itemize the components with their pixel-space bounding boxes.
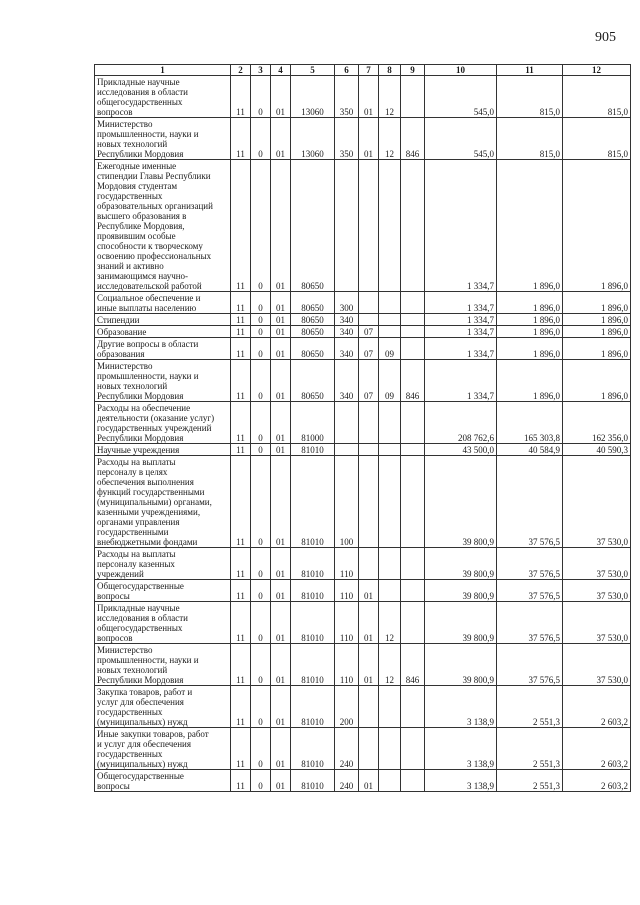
column-header-8: 8 — [379, 65, 401, 76]
table-row — [95, 770, 631, 792]
cell-c11: 1 896,0 — [497, 160, 563, 292]
cell-c3: 0 — [251, 338, 271, 360]
page-number: 905 — [595, 30, 616, 45]
cell-c6: 110 — [335, 602, 359, 644]
cell-c7 — [359, 402, 379, 444]
cell-c5: 13060 — [291, 118, 335, 160]
cell-c10: 3 138,9 — [425, 686, 497, 728]
column-header-3: 3 — [251, 65, 271, 76]
cell-c8 — [379, 580, 401, 602]
cell-c5: 13060 — [291, 76, 335, 118]
cell-c7 — [359, 444, 379, 456]
cell-c12: 162 356,0 — [563, 402, 631, 444]
cell-c11: 815,0 — [497, 76, 563, 118]
cell-c7 — [359, 456, 379, 548]
cell-c8 — [379, 402, 401, 444]
cell-c12: 37 530,0 — [563, 602, 631, 644]
cell-c6: 110 — [335, 644, 359, 686]
cell-c7: 01 — [359, 644, 379, 686]
cell-c6: 110 — [335, 580, 359, 602]
cell-c7: 07 — [359, 326, 379, 338]
cell-c10: 1 334,7 — [425, 314, 497, 326]
column-header-6: 6 — [335, 65, 359, 76]
cell-c5: 80650 — [291, 338, 335, 360]
cell-c4: 01 — [271, 314, 291, 326]
cell-c5: 80650 — [291, 314, 335, 326]
cell-c10: 39 800,9 — [425, 644, 497, 686]
cell-c12: 1 896,0 — [563, 360, 631, 402]
cell-c9 — [401, 548, 425, 580]
column-header-row — [95, 65, 631, 76]
table-row — [95, 548, 631, 580]
row-name-cell: Расходы на выплаты персоналу в целях обеспечения выполнения функций государственными (муниципальными) органами, казенными учреждениями, органами управления государственными внебюджетными фондами — [95, 456, 231, 548]
row-name-cell: Другие вопросы в области образования — [95, 338, 231, 360]
cell-c2: 11 — [231, 292, 251, 314]
cell-c9 — [401, 338, 425, 360]
row-name-cell: Ежегодные именные стипендии Главы Республики Мордовия студентам государственных образовательных организаций высшего образования в Республике Мордовия, проявившим особые способности к творческому освоению профессиональных знаний и активно занимающимся научно- исследовательской работой — [95, 160, 231, 292]
cell-c3: 0 — [251, 360, 271, 402]
cell-c6: 340 — [335, 360, 359, 402]
cell-c11: 37 576,5 — [497, 548, 563, 580]
table-row — [95, 686, 631, 728]
cell-c7: 01 — [359, 76, 379, 118]
cell-c4: 01 — [271, 686, 291, 728]
cell-c4: 01 — [271, 770, 291, 792]
cell-c11: 37 576,5 — [497, 602, 563, 644]
cell-c2: 11 — [231, 444, 251, 456]
cell-c5: 80650 — [291, 160, 335, 292]
cell-c3: 0 — [251, 292, 271, 314]
cell-c7 — [359, 686, 379, 728]
cell-c7: 01 — [359, 770, 379, 792]
row-name-cell: Образование — [95, 326, 231, 338]
row-name-cell: Социальное обеспечение и иные выплаты населению — [95, 292, 231, 314]
cell-c10: 3 138,9 — [425, 770, 497, 792]
cell-c11: 40 584,9 — [497, 444, 563, 456]
cell-c4: 01 — [271, 160, 291, 292]
cell-c3: 0 — [251, 456, 271, 548]
cell-c6: 350 — [335, 76, 359, 118]
cell-c5: 81010 — [291, 770, 335, 792]
cell-c11: 1 896,0 — [497, 338, 563, 360]
cell-c12: 37 530,0 — [563, 456, 631, 548]
table-row — [95, 118, 631, 160]
cell-c6: 340 — [335, 338, 359, 360]
cell-c8 — [379, 728, 401, 770]
cell-c5: 81010 — [291, 602, 335, 644]
cell-c4: 01 — [271, 292, 291, 314]
cell-c2: 11 — [231, 644, 251, 686]
cell-c7: 01 — [359, 602, 379, 644]
cell-c6: 110 — [335, 548, 359, 580]
table-row — [95, 580, 631, 602]
cell-c4: 01 — [271, 76, 291, 118]
row-name-cell: Министерство промышленности, науки и новых технологий Республики Мордовия — [95, 360, 231, 402]
cell-c12: 815,0 — [563, 118, 631, 160]
cell-c12: 1 896,0 — [563, 292, 631, 314]
table-row — [95, 602, 631, 644]
cell-c9 — [401, 456, 425, 548]
cell-c4: 01 — [271, 728, 291, 770]
cell-c8 — [379, 314, 401, 326]
cell-c12: 37 530,0 — [563, 644, 631, 686]
cell-c11: 2 551,3 — [497, 686, 563, 728]
cell-c4: 01 — [271, 326, 291, 338]
cell-c2: 11 — [231, 686, 251, 728]
cell-c11: 37 576,5 — [497, 580, 563, 602]
cell-c6: 340 — [335, 326, 359, 338]
cell-c2: 11 — [231, 360, 251, 402]
cell-c12: 2 603,2 — [563, 686, 631, 728]
cell-c2: 11 — [231, 602, 251, 644]
cell-c9 — [401, 76, 425, 118]
cell-c9 — [401, 314, 425, 326]
cell-c6: 100 — [335, 456, 359, 548]
cell-c9 — [401, 686, 425, 728]
cell-c7 — [359, 292, 379, 314]
table-row — [95, 444, 631, 456]
cell-c11: 37 576,5 — [497, 456, 563, 548]
cell-c3: 0 — [251, 402, 271, 444]
cell-c12: 1 896,0 — [563, 338, 631, 360]
cell-c2: 11 — [231, 314, 251, 326]
cell-c3: 0 — [251, 444, 271, 456]
cell-c6: 240 — [335, 770, 359, 792]
cell-c10: 1 334,7 — [425, 160, 497, 292]
cell-c2: 11 — [231, 456, 251, 548]
column-header-7: 7 — [359, 65, 379, 76]
cell-c6: 240 — [335, 728, 359, 770]
cell-c6 — [335, 444, 359, 456]
cell-c9 — [401, 728, 425, 770]
table-row — [95, 456, 631, 548]
cell-c2: 11 — [231, 338, 251, 360]
cell-c10: 43 500,0 — [425, 444, 497, 456]
cell-c10: 1 334,7 — [425, 326, 497, 338]
cell-c11: 1 896,0 — [497, 292, 563, 314]
table-body — [95, 76, 631, 792]
cell-c7 — [359, 548, 379, 580]
cell-c8: 09 — [379, 360, 401, 402]
cell-c9 — [401, 444, 425, 456]
cell-c9 — [401, 580, 425, 602]
cell-c3: 0 — [251, 76, 271, 118]
cell-c11: 37 576,5 — [497, 644, 563, 686]
cell-c8 — [379, 444, 401, 456]
cell-c7: 07 — [359, 338, 379, 360]
cell-c9 — [401, 292, 425, 314]
row-name-cell: Расходы на выплаты персоналу казенных учреждений — [95, 548, 231, 580]
cell-c11: 165 303,8 — [497, 402, 563, 444]
cell-c5: 80650 — [291, 360, 335, 402]
cell-c6: 300 — [335, 292, 359, 314]
cell-c2: 11 — [231, 770, 251, 792]
cell-c12: 815,0 — [563, 76, 631, 118]
row-name-cell: Прикладные научные исследования в области общегосударственных вопросов — [95, 76, 231, 118]
cell-c8: 12 — [379, 76, 401, 118]
row-name-cell: Общегосударственные вопросы — [95, 580, 231, 602]
cell-c7 — [359, 314, 379, 326]
cell-c3: 0 — [251, 644, 271, 686]
cell-c10: 1 334,7 — [425, 338, 497, 360]
cell-c8: 09 — [379, 338, 401, 360]
cell-c3: 0 — [251, 160, 271, 292]
cell-c2: 11 — [231, 548, 251, 580]
table-row — [95, 338, 631, 360]
cell-c2: 11 — [231, 160, 251, 292]
row-name-cell: Стипендии — [95, 314, 231, 326]
cell-c4: 01 — [271, 456, 291, 548]
cell-c9 — [401, 326, 425, 338]
column-header-12: 12 — [563, 65, 631, 76]
cell-c2: 11 — [231, 728, 251, 770]
budget-table — [94, 64, 631, 792]
cell-c12: 1 896,0 — [563, 314, 631, 326]
cell-c8 — [379, 770, 401, 792]
cell-c7 — [359, 728, 379, 770]
cell-c6: 340 — [335, 314, 359, 326]
cell-c10: 545,0 — [425, 118, 497, 160]
table-row — [95, 76, 631, 118]
cell-c3: 0 — [251, 602, 271, 644]
cell-c7 — [359, 160, 379, 292]
cell-c10: 39 800,9 — [425, 602, 497, 644]
row-name-cell: Прикладные научные исследования в области общегосударственных вопросов — [95, 602, 231, 644]
table-row — [95, 402, 631, 444]
cell-c6: 200 — [335, 686, 359, 728]
cell-c6: 350 — [335, 118, 359, 160]
cell-c9 — [401, 160, 425, 292]
cell-c2: 11 — [231, 402, 251, 444]
cell-c5: 80650 — [291, 326, 335, 338]
cell-c8 — [379, 456, 401, 548]
cell-c12: 40 590,3 — [563, 444, 631, 456]
cell-c4: 01 — [271, 444, 291, 456]
table-row — [95, 728, 631, 770]
cell-c4: 01 — [271, 644, 291, 686]
cell-c5: 80650 — [291, 292, 335, 314]
cell-c2: 11 — [231, 76, 251, 118]
cell-c7: 07 — [359, 360, 379, 402]
cell-c3: 0 — [251, 548, 271, 580]
cell-c11: 1 896,0 — [497, 360, 563, 402]
cell-c5: 81010 — [291, 644, 335, 686]
cell-c2: 11 — [231, 118, 251, 160]
row-name-cell: Научные учреждения — [95, 444, 231, 456]
cell-c11: 2 551,3 — [497, 728, 563, 770]
column-header-4: 4 — [271, 65, 291, 76]
cell-c10: 1 334,7 — [425, 360, 497, 402]
cell-c3: 0 — [251, 728, 271, 770]
column-header-2: 2 — [231, 65, 251, 76]
cell-c7: 01 — [359, 118, 379, 160]
cell-c12: 1 896,0 — [563, 160, 631, 292]
cell-c10: 1 334,7 — [425, 292, 497, 314]
cell-c3: 0 — [251, 770, 271, 792]
cell-c11: 815,0 — [497, 118, 563, 160]
table-row — [95, 314, 631, 326]
cell-c4: 01 — [271, 360, 291, 402]
cell-c7: 01 — [359, 580, 379, 602]
cell-c8: 12 — [379, 118, 401, 160]
cell-c5: 81000 — [291, 402, 335, 444]
cell-c10: 39 800,9 — [425, 580, 497, 602]
cell-c4: 01 — [271, 338, 291, 360]
cell-c10: 3 138,9 — [425, 728, 497, 770]
cell-c5: 81010 — [291, 686, 335, 728]
cell-c2: 11 — [231, 580, 251, 602]
cell-c3: 0 — [251, 580, 271, 602]
cell-c4: 01 — [271, 602, 291, 644]
cell-c12: 2 603,2 — [563, 728, 631, 770]
cell-c6 — [335, 160, 359, 292]
cell-c10: 545,0 — [425, 76, 497, 118]
table-row — [95, 644, 631, 686]
cell-c9: 846 — [401, 118, 425, 160]
column-header-5: 5 — [291, 65, 335, 76]
column-header-9: 9 — [401, 65, 425, 76]
cell-c9: 846 — [401, 360, 425, 402]
cell-c12: 37 530,0 — [563, 580, 631, 602]
cell-c11: 1 896,0 — [497, 326, 563, 338]
cell-c10: 39 800,9 — [425, 548, 497, 580]
cell-c5: 81010 — [291, 444, 335, 456]
cell-c5: 81010 — [291, 728, 335, 770]
cell-c11: 2 551,3 — [497, 770, 563, 792]
cell-c8 — [379, 326, 401, 338]
row-name-cell: Общегосударственные вопросы — [95, 770, 231, 792]
column-header-1: 1 — [95, 65, 231, 76]
cell-c10: 39 800,9 — [425, 456, 497, 548]
row-name-cell: Министерство промышленности, науки и новых технологий Республики Мордовия — [95, 118, 231, 160]
table-row — [95, 160, 631, 292]
row-name-cell: Иные закупки товаров, работ и услуг для обеспечения государственных (муниципальных) нужд — [95, 728, 231, 770]
cell-c9 — [401, 770, 425, 792]
column-header-11: 11 — [497, 65, 563, 76]
cell-c12: 1 896,0 — [563, 326, 631, 338]
cell-c4: 01 — [271, 118, 291, 160]
table-row — [95, 326, 631, 338]
cell-c4: 01 — [271, 580, 291, 602]
row-name-cell: Расходы на обеспечение деятельности (оказание услуг) государственных учреждений Республики Мордовия — [95, 402, 231, 444]
cell-c11: 1 896,0 — [497, 314, 563, 326]
cell-c9 — [401, 402, 425, 444]
cell-c4: 01 — [271, 402, 291, 444]
cell-c8: 12 — [379, 602, 401, 644]
table-row — [95, 292, 631, 314]
cell-c5: 81010 — [291, 548, 335, 580]
cell-c4: 01 — [271, 548, 291, 580]
cell-c8 — [379, 292, 401, 314]
cell-c3: 0 — [251, 326, 271, 338]
cell-c12: 37 530,0 — [563, 548, 631, 580]
table-row — [95, 360, 631, 402]
cell-c8 — [379, 548, 401, 580]
cell-c5: 81010 — [291, 580, 335, 602]
cell-c10: 208 762,6 — [425, 402, 497, 444]
cell-c8 — [379, 160, 401, 292]
row-name-cell: Министерство промышленности, науки и новых технологий Республики Мордовия — [95, 644, 231, 686]
cell-c12: 2 603,2 — [563, 770, 631, 792]
cell-c3: 0 — [251, 686, 271, 728]
cell-c9: 846 — [401, 644, 425, 686]
cell-c8 — [379, 686, 401, 728]
row-name-cell: Закупка товаров, работ и услуг для обеспечения государственных (муниципальных) нужд — [95, 686, 231, 728]
cell-c3: 0 — [251, 118, 271, 160]
cell-c3: 0 — [251, 314, 271, 326]
cell-c6 — [335, 402, 359, 444]
cell-c2: 11 — [231, 326, 251, 338]
cell-c5: 81010 — [291, 456, 335, 548]
cell-c8: 12 — [379, 644, 401, 686]
column-header-10: 10 — [425, 65, 497, 76]
cell-c9 — [401, 602, 425, 644]
